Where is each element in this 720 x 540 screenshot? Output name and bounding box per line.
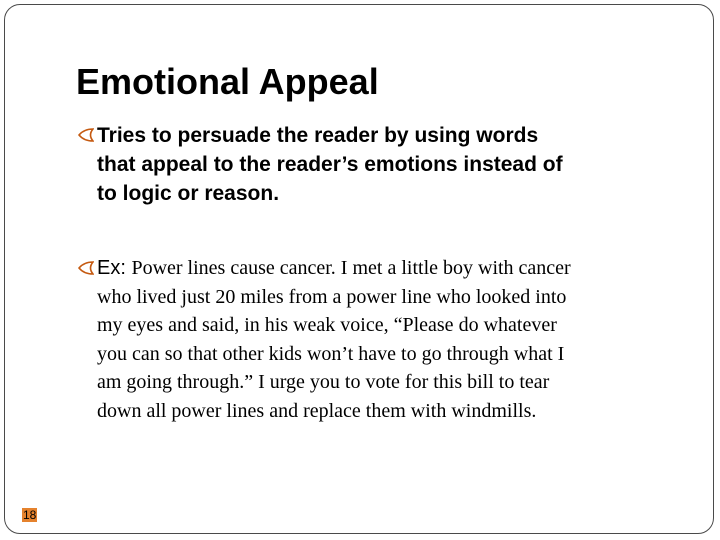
bullet-2-line-2: who lived just 20 miles from a power line who looked into bbox=[97, 285, 567, 308]
curved-triangle-bullet-icon bbox=[78, 128, 94, 142]
bullet-2-prefix: Ex: bbox=[97, 257, 132, 279]
curved-triangle-bullet-icon bbox=[78, 261, 94, 275]
bullet-item-2 bbox=[78, 254, 678, 425]
bullet-2-line-6: down all power lines and replace them with windmills. bbox=[97, 399, 537, 422]
bullet-1-line-3: to logic or reason. bbox=[97, 182, 280, 205]
bullet-2-line-3: my eyes and said, in his weak voice, “Please do whatever bbox=[97, 314, 557, 336]
slide-number: 18 bbox=[23, 508, 37, 522]
bullet-1-line-1: Tries to persuade the reader by using words bbox=[97, 124, 539, 147]
slide-title: Emotional Appeal bbox=[76, 61, 379, 102]
bullet-2-line-1: Power lines cause cancer. I met a little boy with cancer bbox=[131, 257, 571, 279]
bullet-1-line-2: that appeal to the reader’s emotions instead of bbox=[97, 153, 563, 176]
bullet-2-line-5: am going through.” I urge you to vote for this bill to tear bbox=[97, 371, 550, 393]
bullet-2-line-4: you can so that other kids won’t have to go through what I bbox=[97, 342, 565, 365]
bullet-item-1 bbox=[78, 121, 678, 208]
